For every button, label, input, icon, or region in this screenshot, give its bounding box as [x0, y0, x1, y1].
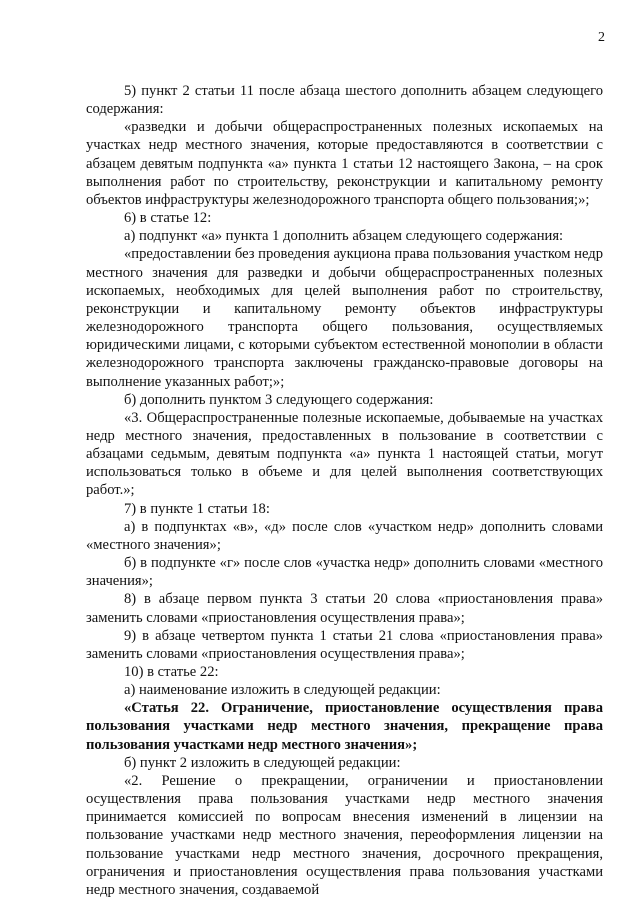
- paragraph-item-10: 10) в статье 22:: [124, 664, 219, 680]
- document-body: [86, 82, 603, 899]
- page-number: 2: [598, 30, 605, 45]
- subparagraph-10a: а) наименование изложить в следующей редакции:: [124, 682, 441, 699]
- paragraph-item-8: 8) в абзаце первом пункта 3 статьи 20 слова «приостановления права» заменить словами «приостановления осуществления права»;: [86, 591, 603, 626]
- subparagraph-6a: а) подпункт «а» пункта 1 дополнить абзацем следующего содержания:: [124, 228, 564, 245]
- subparagraph-7a: а) в подпунктах «в», «д» после слов «участком недр» дополнить словами «местного значения»;: [86, 518, 603, 553]
- quoted-amendment-text: «2. Решение о прекращении, ограничении и приостановлении осуществления права пользования участками недр местного значения принимается комиссией по вопросам внесения изменений в лицензии на пользование участками недр местного значения, переоформления лицензии на пользование участками недр местного значения, досрочного прекращения, ограничения и приостановления осуществления права пользования участками недр местного значения, создаваемой: [86, 772, 603, 898]
- paragraph-item-7: 7) в пункте 1 статьи 18:: [124, 500, 270, 517]
- subparagraph-7b: б) в подпункте «г» после слов «участка недр» дополнить словами «местного значения»;: [86, 555, 603, 590]
- subparagraph-6b: б) дополнить пунктом 3 следующего содержания:: [124, 391, 434, 408]
- paragraph-item-9: 9) в абзаце четвертом пункта 1 статьи 21 слова «приостановления права» заменить словами «приостановления осуществления права»;: [86, 627, 603, 662]
- subparagraph-10b: б) пункт 2 изложить в следующей редакции:: [124, 754, 401, 771]
- quoted-amendment-text: «разведки и добычи общераспространенных полезных ископаемых на участках недр местного значения, которые предоставляются в соответствии с абзацем девятым подпункта «а» пункта 1 статьи 12 настоящего Закона, – на срок выполнения работ по строительству, реконструкции и капитальному ремонту объектов инфраструктуры железнодорожного транспорта общего пользования;»;: [86, 119, 603, 208]
- paragraph-item-5: 5) пункт 2 статьи 11 после абзаца шестого дополнить абзацем следующего содержания:: [86, 83, 603, 118]
- quoted-amendment-text: «3. Общераспространенные полезные ископаемые, добываемые на участках недр местного значения, предоставленных в пользование в соответствии с абзацами седьмым, девятым подпункта «а» пункта 1 настоящей статьи, могут использоваться только в объеме и для целей выполнения соответствующих работ.»;: [86, 409, 603, 499]
- article-22-heading: «Статья 22. Ограничение, приостановление осуществления права пользования участками недр местного значения, прекращение права пользования участками недр местного значения»;: [86, 700, 603, 753]
- quoted-amendment-text: «предоставлении без проведения аукциона права пользования участком недр местного значения для разведки и добычи общераспространенных полезных ископаемых, необходимых для целей выполнения работ по строительству, реконструкции и капитальному ремонту объектов инфраструктуры железнодорожного транспорта общего пользования, осуществляемых юридическими лицами, с которыми субъектом естественной монополии в области железнодорожного транспорта заключены гражданско-правовые договоры на выполнение указанных работ;»;: [86, 246, 603, 390]
- paragraph-item-6: 6) в статье 12:: [124, 210, 212, 227]
